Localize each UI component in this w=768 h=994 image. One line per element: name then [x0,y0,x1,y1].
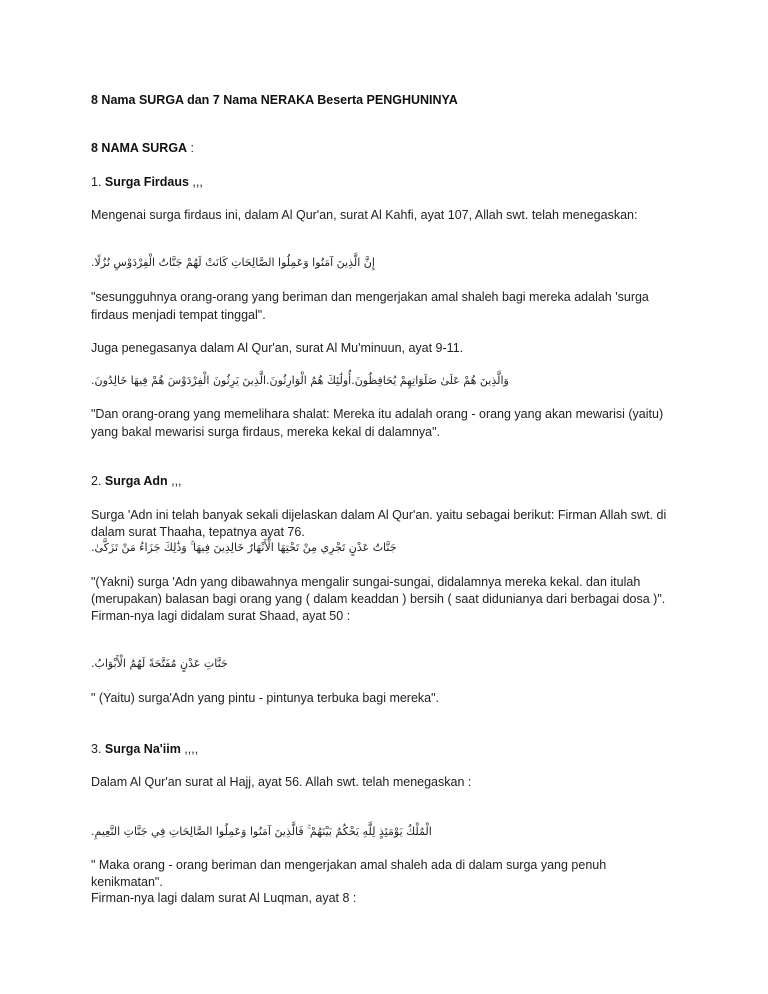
surga-2-intro-line-1: Surga 'Adn ini telah banyak sekali dijelaskan dalam Al Qur'an. yaitu sebagai berikut: Firman Allah swt. di [91,508,667,522]
section-heading [91,139,194,157]
surga-1-suffix: ,,, [188,175,203,189]
surga-1-translation-2-line-1: "Dan orang-orang yang memelihara shalat: Mereka itu adalah orang - orang yang akan mewarisi (yaitu) [91,407,664,421]
surga-2-arabic-verse: جَنَّاتُ عَدْنٍ تَجْرِي مِنْ تَحْتِهَا الْأَنْهَارُ خَالِدِينَ فِيهَا ۚ وَذَٰلِكَ جَزَاءُ مَنْ تَزَكَّىٰ. [91,541,397,554]
surga-3-number: 3. [91,742,105,756]
surga-3-translation-line-2: kenikmatan". [91,875,163,889]
surga-3-intro: Dalam Al Qur'an surat al Hajj, ayat 56. Allah swt. telah menegaskan : [91,775,472,789]
surga-1-translation-2-line-2: yang bakal mewarisi surga firdaus, mereka kekal di dalamnya". [91,425,441,439]
surga-2-translation-2: " (Yaitu) surga'Adn yang pintu - pintunya terbuka bagi mereka". [91,691,440,705]
document-title-text: 8 Nama SURGA dan 7 Nama NERAKA Beserta PENGHUNINYA [91,93,458,107]
surga-1-heading [91,173,203,191]
surga-1-arabic-verse-2: وَالَّذِينَ هُمْ عَلَىٰ صَلَوَاتِهِمْ يُحَافِظُونَ.أُولَٰئِكَ هُمُ الْوَارِثُونَ.الَّذِينَ يَرِثُونَ الْفِرْدَوْسَ هُمْ فِيهَا خَالِدُونَ. [91,374,509,387]
surga-3-name: Surga Na'iim [104,742,181,756]
surga-2-translation-line-3: Firman-nya lagi didalam surat Shaad, ayat 50 : [91,609,351,623]
surga-1-name: Surga Firdaus [104,175,189,189]
surga-2-number: 2. [91,474,105,488]
surga-2-heading [91,472,182,490]
surga-1-intro-2: Juga penegasanya dalam Al Qur'an, surat Al Mu'minuun, ayat 9-11. [91,341,464,355]
surga-3-arabic-verse: الْمُلْكُ يَوْمَئِذٍ لِلَّهِ يَحْكُمُ بَيْنَهُمْ ۚ فَالَّذِينَ آمَنُوا وَعَمِلُوا الصَّالِحَاتِ فِي جَنَّاتِ النَّعِيمِ. [91,825,432,838]
surga-3-translation-line-1: " Maka orang - orang beriman dan mengerjakan amal shaleh ada di dalam surga yang penuh [91,858,607,872]
surga-3-suffix: ,,,, [180,742,199,756]
surga-1-arabic-verse: إِنَّ الَّذِينَ آمَنُوا وَعَمِلُوا الصَّالِحَاتِ كَانَتْ لَهُمْ جَنَّاتُ الْفِرْدَوْسِ نُزُلًا. [91,256,375,269]
surga-2-intro-line-2: dalam surat Thaaha, tepatnya ayat 76. [91,525,305,539]
surga-1-number: 1. [91,175,105,189]
surga-2-translation-line-1: "(Yakni) surga 'Adn yang dibawahnya mengalir sungai-sungai, didalamnya mereka kekal. dan itulah [91,575,641,589]
surga-2-translation-line-2: (merupakan) balasan bagi orang yang ( dalam keaddan ) bersih ( saat didunianya dari berbagai dosa )". [91,592,666,606]
surga-1-translation-line-1: "sesungguhnya orang-orang yang beriman dan mengerjakan amal shaleh bagi mereka adalah 'surga [91,290,649,304]
section-heading-colon: : [187,141,195,155]
surga-3-heading [91,740,198,758]
section-heading-text: 8 NAMA SURGA [91,141,188,155]
surga-2-suffix: ,,, [167,474,182,488]
surga-1-intro: Mengenai surga firdaus ini, dalam Al Qur'an, surat Al Kahfi, ayat 107, Allah swt. telah menegaskan: [91,208,638,222]
surga-3-translation-line-3: Firman-nya lagi dalam surat Al Luqman, ayat 8 : [91,891,357,905]
surga-2-name: Surga Adn [104,474,168,488]
surga-1-translation-line-2: firdaus menjadi tempat tinggal". [91,308,266,322]
document-title [91,91,458,109]
surga-2-arabic-verse-2: جَنَّاتِ عَدْنٍ مُفَتَّحَةً لَهُمُ الْأَبْوَابُ. [91,657,228,670]
